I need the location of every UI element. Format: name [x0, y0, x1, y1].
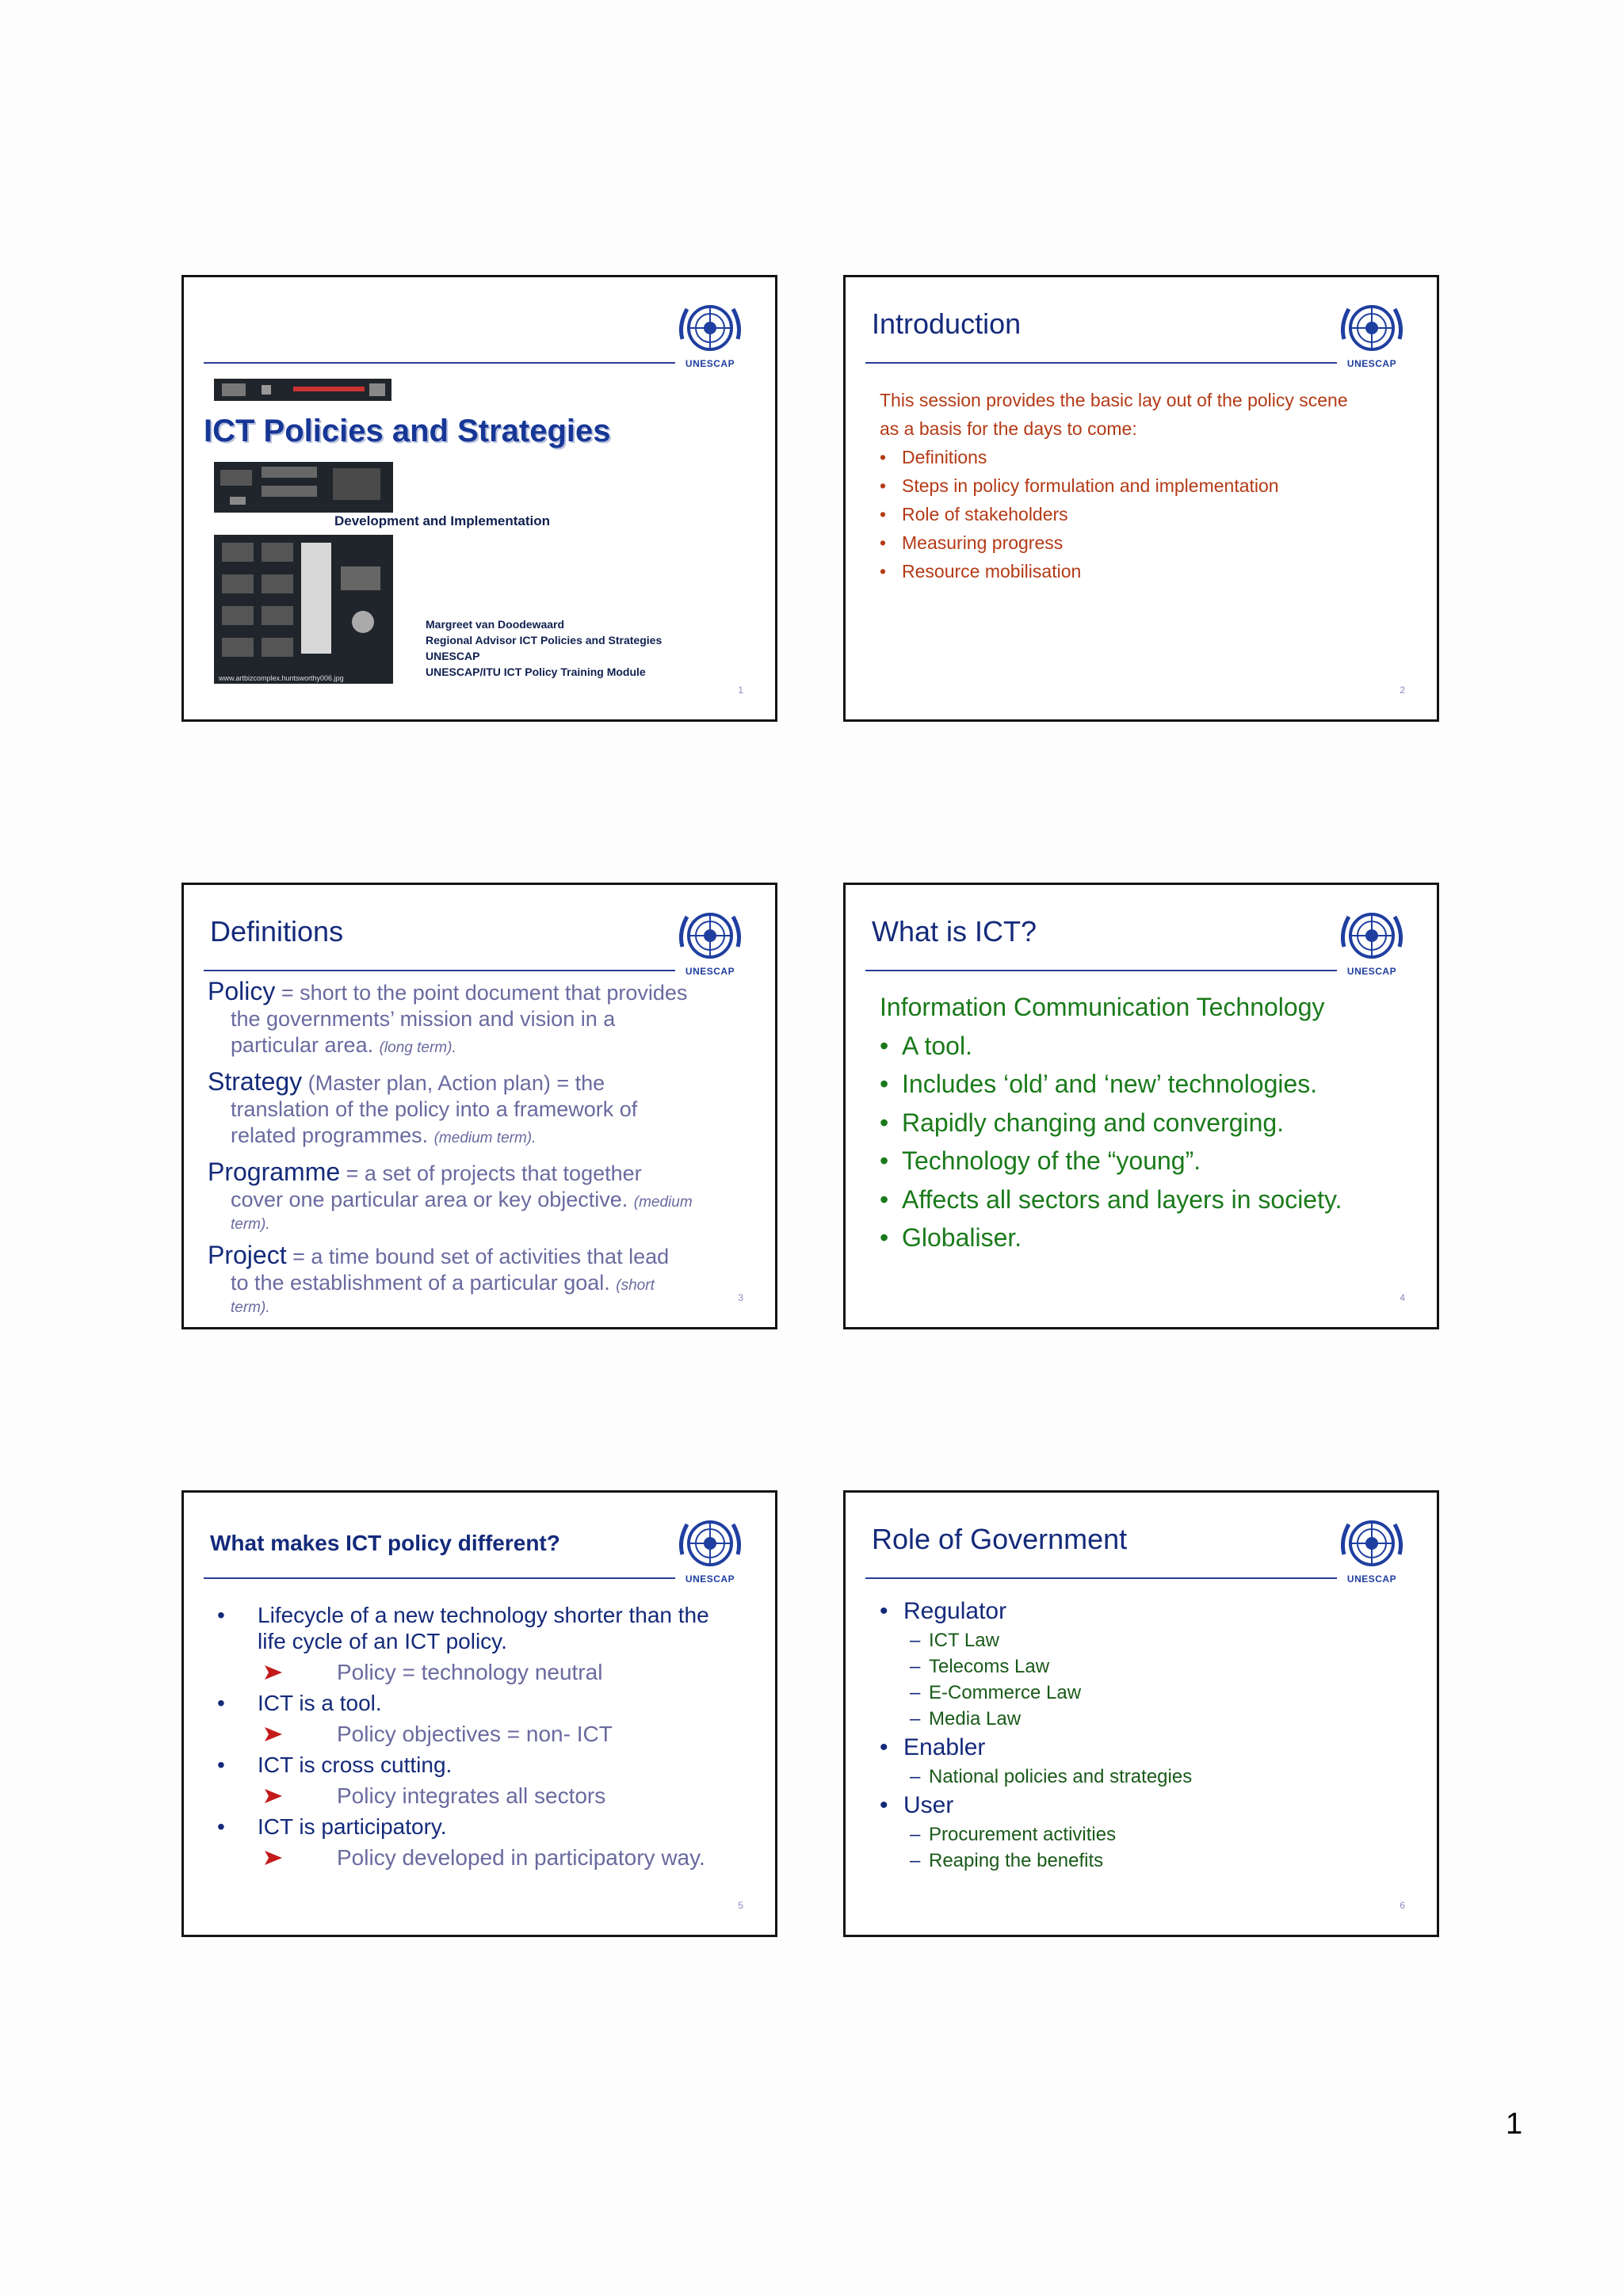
def-term-note: (short: [616, 1277, 655, 1294]
item-text: ICT is participatory.: [258, 1814, 447, 1839]
def-text: cover one particular area or key objective.: [231, 1188, 634, 1211]
list-subitem: [184, 1844, 780, 1871]
un-globe-icon: [674, 1516, 746, 1572]
role-subitem: – Procurement activities: [880, 1821, 1192, 1848]
circuit-board-image-middle: [214, 462, 393, 513]
term: Project: [208, 1241, 287, 1269]
item-text: ICT is cross cutting.: [258, 1753, 453, 1777]
slide-6: [843, 1490, 1439, 1937]
intro-line: as a basis for the days to come:: [880, 418, 1137, 439]
role-subitem: – E-Commerce Law: [880, 1680, 1192, 1706]
bullet-item: • Measuring progress: [880, 528, 1348, 557]
subitem-text: Policy integrates all sectors: [337, 1783, 606, 1808]
slide-5: [181, 1490, 777, 1937]
role-user: • User: [880, 1790, 1192, 1821]
bullet-item: • Affects all sectors and layers in society.: [880, 1180, 1342, 1219]
title-rule: [204, 362, 675, 364]
def-text: particular area.: [231, 1033, 380, 1057]
role-subitem: – Telecoms Law: [880, 1653, 1192, 1680]
un-emblem-logo: [1335, 301, 1409, 371]
list-item: [184, 1814, 780, 1840]
bullet-item: • Role of stakeholders: [880, 500, 1348, 528]
slide-title: Role of Government: [872, 1523, 1128, 1555]
list-subitem: [184, 1659, 780, 1685]
presentation-title: ICT Policies and Strategies: [204, 414, 611, 448]
item-text: life cycle of an ICT policy.: [258, 1629, 507, 1653]
unescap-label: UNESCAP: [685, 966, 735, 977]
def-term-note: term).: [231, 1216, 270, 1233]
slide-3: [181, 883, 777, 1329]
title-rule: [865, 362, 1337, 364]
title-rule: [865, 1577, 1337, 1579]
bullet-item: • Technology of the “young”.: [880, 1142, 1342, 1180]
red-arrow-icon: [263, 1726, 284, 1743]
image-caption: www.artbizcomplex.huntsworthy006.jpg: [219, 674, 344, 682]
def-term-note: term).: [231, 1299, 270, 1316]
def-text: to the establishment of a particular goal.: [231, 1271, 617, 1295]
circuit-board-image-top: [214, 379, 391, 401]
bullet-item: • Rapidly changing and converging.: [880, 1104, 1342, 1142]
def-text: = short to the point document that provides: [275, 981, 688, 1005]
role-subitem: – Reaping the benefits: [880, 1848, 1192, 1874]
def-text: = a time bound set of activities that lead: [286, 1245, 670, 1268]
slide-page-number: 4: [1400, 1292, 1405, 1303]
bullet-item: • A tool.: [880, 1027, 1342, 1066]
slide-title: Introduction: [872, 307, 1022, 340]
subitem-text: Policy developed in participatory way.: [337, 1845, 705, 1870]
circuit-pattern: [214, 379, 391, 401]
un-emblem-logo: [1335, 1516, 1409, 1586]
list-item: [184, 1602, 780, 1628]
circuit-board-image-bottom: [214, 535, 393, 684]
def-text: related programmes.: [231, 1123, 434, 1147]
bullet-dot: •: [217, 1691, 225, 1715]
ict-body: [880, 988, 1342, 1257]
list-item-continued: [184, 1628, 780, 1654]
unescap-label: UNESCAP: [1346, 1573, 1397, 1585]
intro-line: This session provides the basic lay out of the policy scene: [880, 390, 1348, 410]
slide-page-number: 1: [738, 685, 743, 696]
slide-2: [843, 275, 1439, 722]
un-globe-icon: [1336, 301, 1407, 357]
role-subitem: – Media Law: [880, 1706, 1192, 1732]
un-emblem-logo: [1335, 909, 1409, 978]
title-rule: [865, 970, 1337, 971]
slide-title: Definitions: [210, 915, 344, 948]
unescap-label: UNESCAP: [685, 1573, 735, 1585]
slide-title: What makes ICT policy different?: [210, 1531, 560, 1555]
def-text: (Master plan, Action plan) = the: [302, 1071, 605, 1095]
term: Programme: [208, 1158, 341, 1186]
circuit-pattern: [214, 535, 393, 684]
author-name: Margreet van Doodewaard: [426, 618, 565, 631]
title-rule: [204, 1577, 675, 1579]
role-enabler: • Enabler: [880, 1732, 1192, 1764]
role-subitem: – National policies and strategies: [880, 1764, 1192, 1790]
item-text: ICT is a tool.: [258, 1691, 382, 1715]
def-text: the governments’ mission and vision in a: [231, 1007, 616, 1031]
bullet-item: • Definitions: [880, 443, 1348, 471]
circuit-pattern: [214, 462, 393, 513]
unescap-label: UNESCAP: [1346, 966, 1397, 977]
definition-strategy: [208, 1069, 762, 1151]
slide-page-number: 3: [738, 1292, 743, 1303]
difference-list: [184, 1602, 780, 1871]
subitem-text: Policy = technology neutral: [337, 1660, 603, 1684]
author-module: UNESCAP/ITU ICT Policy Training Module: [426, 666, 646, 678]
bullet-item: • Resource mobilisation: [880, 557, 1348, 585]
author-block: [426, 616, 662, 680]
bullet-item: • Globaliser.: [880, 1219, 1342, 1257]
item-text: Lifecycle of a new technology shorter than the: [258, 1603, 709, 1627]
red-arrow-icon: [263, 1849, 284, 1867]
red-arrow-icon: [263, 1664, 284, 1681]
presentation-subtitle: Development and Implementation: [334, 513, 551, 528]
government-roles: [880, 1596, 1192, 1874]
handout-page-number: 1: [1506, 2107, 1523, 2141]
term: Policy: [208, 977, 276, 1005]
bullet-dot: •: [217, 1753, 225, 1777]
author-org: UNESCAP: [426, 650, 480, 662]
def-term-note: (medium term).: [433, 1130, 537, 1146]
definition-policy: [208, 978, 762, 1061]
un-globe-icon: [674, 909, 746, 964]
list-item: [184, 1752, 780, 1778]
subitem-text: Policy objectives = non- ICT: [337, 1722, 613, 1746]
author-role: Regional Advisor ICT Policies and Strategies: [426, 634, 663, 646]
slide-page-number: 2: [1400, 685, 1405, 696]
bullet-item: • Steps in policy formulation and implementation: [880, 471, 1348, 500]
role-subitem: – ICT Law: [880, 1627, 1192, 1653]
slide-title: What is ICT?: [872, 915, 1037, 948]
slide-page-number: 5: [738, 1900, 743, 1911]
unescap-label: UNESCAP: [1346, 358, 1397, 369]
un-emblem-logo: [673, 301, 747, 371]
list-subitem: [184, 1783, 780, 1809]
un-emblem-logo: [673, 1516, 747, 1586]
definitions-list: [208, 978, 762, 1325]
slide-4: [843, 883, 1439, 1329]
title-rule: [204, 970, 675, 971]
un-globe-icon: [1336, 1516, 1407, 1572]
definition-programme: [208, 1159, 762, 1234]
slide-1: [181, 275, 777, 722]
red-arrow-icon: [263, 1787, 284, 1805]
def-term-note: (long term).: [379, 1039, 456, 1056]
list-item: [184, 1690, 780, 1716]
list-subitem: [184, 1721, 780, 1747]
slide-page-number: 6: [1400, 1900, 1405, 1911]
un-globe-icon: [674, 301, 746, 357]
role-regulator: • Regulator: [880, 1596, 1192, 1627]
term: Strategy: [208, 1067, 303, 1096]
un-emblem-logo: [673, 909, 747, 978]
intro-body: [880, 386, 1348, 585]
unescap-label: UNESCAP: [685, 358, 735, 369]
ict-heading: Information Communication Technology: [880, 993, 1325, 1021]
def-text: translation of the policy into a framework of: [231, 1097, 638, 1121]
un-globe-icon: [1336, 909, 1407, 964]
def-term-note: (medium: [633, 1194, 693, 1211]
bullet-dot: •: [217, 1603, 225, 1627]
definition-project: [208, 1242, 762, 1318]
bullet-item: • Includes ‘old’ and ‘new’ technologies.: [880, 1065, 1342, 1104]
def-text: = a set of projects that together: [340, 1161, 642, 1185]
bullet-dot: •: [217, 1814, 225, 1839]
